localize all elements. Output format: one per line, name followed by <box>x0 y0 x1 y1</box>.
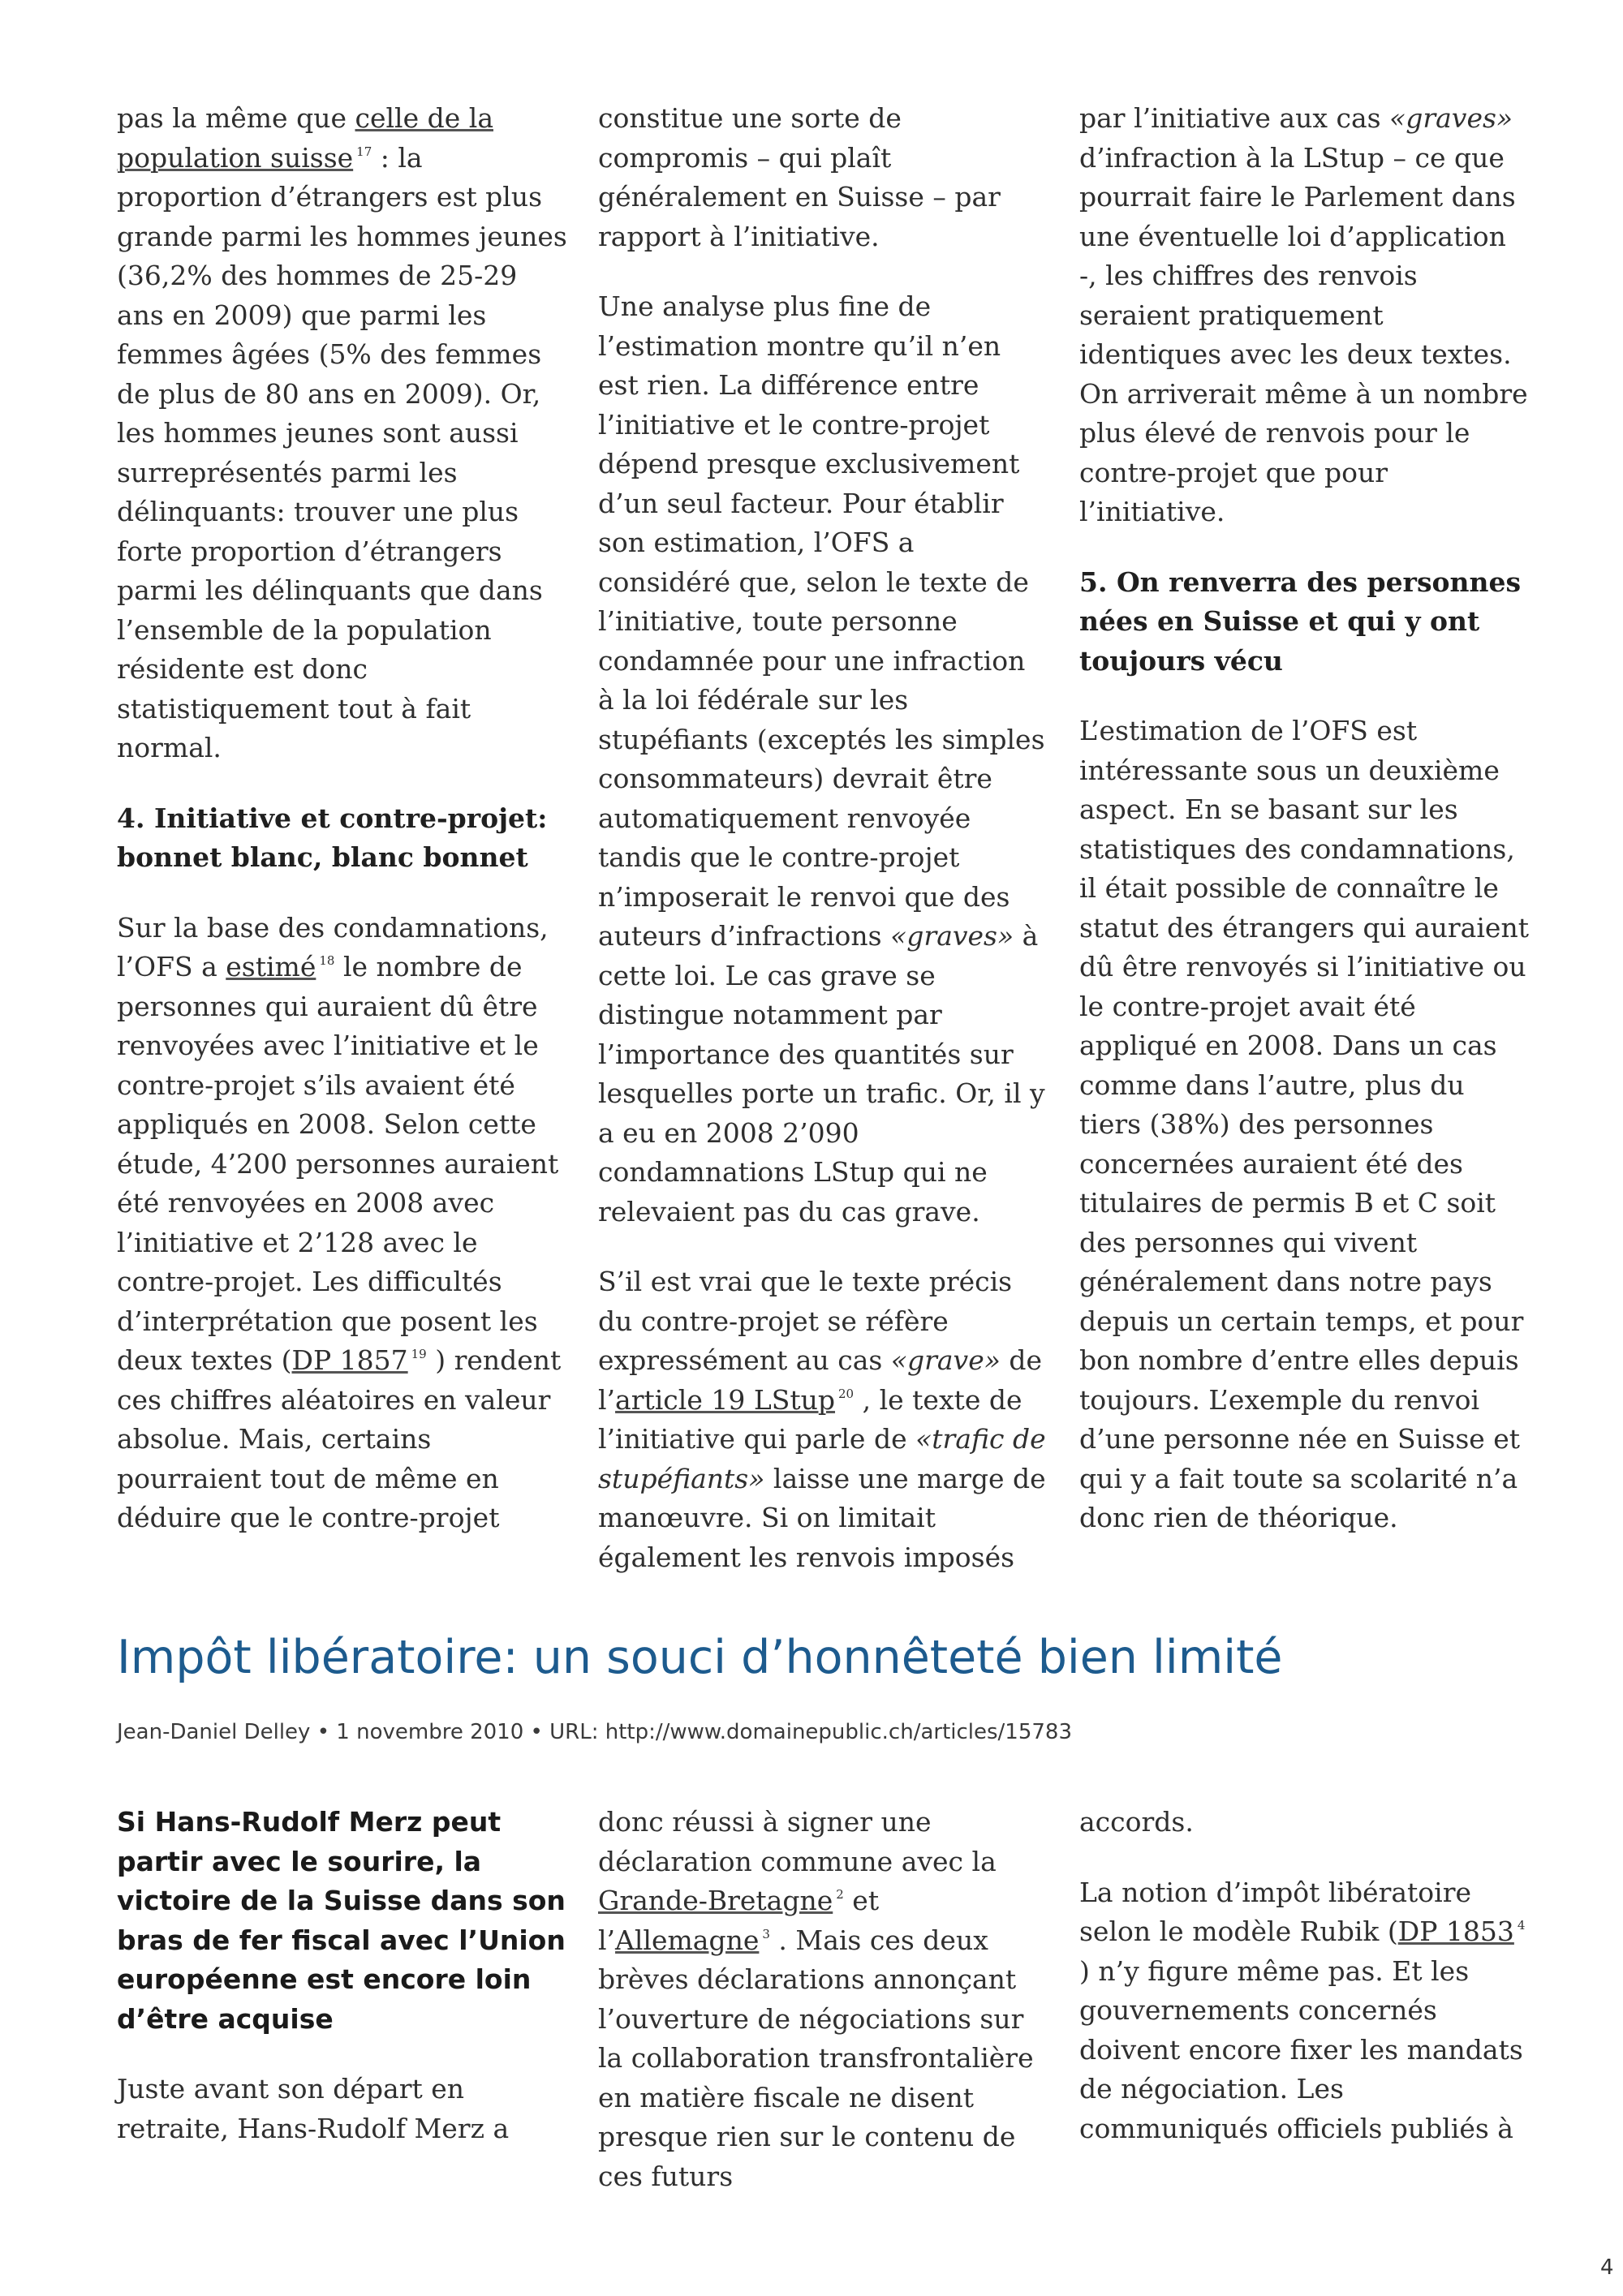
link-grande-bretagne[interactable]: Grande-Bretagne <box>598 1885 833 1916</box>
footnote-ref[interactable]: 18 <box>319 953 335 968</box>
paragraph: accords. <box>1079 1806 1194 1838</box>
link-population-suisse[interactable]: celle de la population suisse <box>117 102 493 174</box>
top-column-3 <box>1079 99 1530 1538</box>
paragraph: Une analyse plus fine de l’estimation montre qu’il n’en est rien. La différence entre l’initiative et le contre-projet dépend presque exclusivement d’un seul facteur. Pour établir son estimation, l’OFS a considéré que, selon le texte de l’initiative, toute personne condamnée pour une infraction à la loi fédérale sur les stupéfiants (exceptés les simples consommateurs) devrait être automatiquement renvoyée tandis que le contre-projet n’imposerait le renvoi que des auteurs d’infractions «graves» à cette loi. Le cas grave se distingue notamment par l’importance des quantités sur lesquelles porte un trafic. Or, il y a eu en 2008 2’090 condamnations LStup qui ne relevaient pas du cas grave. <box>598 290 1045 1228</box>
footnote-ref[interactable]: 3 <box>762 1926 770 1941</box>
footnote-ref[interactable]: 19 <box>411 1347 427 1361</box>
footnote-ref[interactable]: 17 <box>356 144 372 159</box>
article-byline: Jean-Daniel Delley • 1 novembre 2010 • URL: http://www.domainepublic.ch/articles/15783 <box>117 1720 1073 1744</box>
footnote-ref[interactable]: 2 <box>836 1887 844 1902</box>
paragraph: S’il est vrai que le texte précis du contre-projet se réfère expressément au cas «grave» de l’article 19 LStup $^{20}$ , le texte de l’initiative qui parle de «trafic de stupéfiants» laisse une marge de manœuvre. Si on limitait également les renvois imposés <box>598 1266 1046 1573</box>
paragraph: La notion d’impôt libératoire selon le modèle Rubik (DP 1853 $^4$ ) n’y figure même pas. Et les gouvernements concernés doivent encore fixer les mandats de négociation. Les communiqués officiels publiés à <box>1079 1876 1526 2144</box>
section-heading-4: 4. Initiative et contre-projet: bonnet blanc, blanc bonnet <box>117 802 548 873</box>
top-column-1 <box>117 99 567 1538</box>
link-estime[interactable]: estimé <box>226 951 316 982</box>
article-column-2 <box>598 1803 1048 2196</box>
link-dp-1853[interactable]: DP 1853 <box>1397 1915 1514 1947</box>
footnote-ref[interactable]: 20 <box>838 1386 855 1401</box>
paragraph: Sur la base des condamnations, l’OFS a estimé $^{18}$ le nombre de personnes qui auraient dû être renvoyées avec l’initiative et le contre-projet s’ils avaient été appliqués en 2008. Selon cette étude, 4’200 personnes auraient été renvoyées en 2008 avec l’initiative et 2’128 avec le contre-projet. Les difficultés d’interprétation que posent les deux textes (DP 1857 $^{19}$ ) rendent ces chiffres aléatoires en valeur absolue. Mais, certains pourraient tout de même en déduire que le contre-projet <box>117 911 562 1533</box>
paragraph: pas la même que celle de la population suisse $^{17}$ : la proportion d’étrangers est plus grande parmi les hommes jeunes (36,2% des hommes de 25-29 ans en 2009) que parmi les femmes âgées (5% des femmes de plus de 80 ans en 2009). Or, les hommes jeunes sont aussi surreprésentés parmi les délinquants: trouver une plus forte proportion d’étrangers parmi les délinquants que dans l’ensemble de la population résidente est donc statistiquement tout à fait normal. <box>117 102 567 763</box>
paragraph: Juste avant son départ en retraite, Hans-Rudolf Merz a <box>117 2073 510 2144</box>
paragraph: par l’initiative aux cas «graves» d’infraction à la LStup – ce que pourrait faire le Parlement dans une éventuelle loi d’application -, les chiffres des renvois seraient pratiquement identiques avec les deux textes. On arriverait même à un nombre plus élevé de renvois pour le contre-projet que pour l’initiative. <box>1079 102 1528 527</box>
article-lead: Si Hans-Rudolf Merz peut partir avec le sourire, la victoire de la Suisse dans son bras de fer fiscal avec l’Union européenne est encore loin d’être acquise <box>117 1806 566 2035</box>
article-column-3 <box>1079 1803 1530 2148</box>
paragraph: constitue une sorte de compromis – qui plaît généralement en Suisse – par rapport à l’initiative. <box>598 102 1001 252</box>
paragraph: donc réussi à signer une déclaration commune avec la Grande-Bretagne $^2$ et l’Allemagne $^3$ . Mais ces deux brèves déclarations annonçant l’ouverture de négociations sur la collaboration transfrontalière en matière fiscale ne disent presque rien sur le contenu de ces futurs <box>598 1806 1034 2192</box>
section-heading-5: 5. On renverra des personnes nées en Suisse et qui y ont toujours vécu <box>1079 565 1522 677</box>
link-dp-1857[interactable]: DP 1857 <box>291 1344 408 1376</box>
article-column-1 <box>117 1803 567 2148</box>
footnote-ref[interactable]: 4 <box>1517 1918 1526 1933</box>
top-column-2 <box>598 99 1048 1577</box>
paragraph: L’estimation de l’OFS est intéressante sous un deuxième aspect. En se basant sur les statistiques des condamnations, il était possible de connaître le statut des étrangers qui auraient dû être renvoyés si l’initiative ou le contre-projet avait été appliqué en 2008. Dans un cas comme dans l’autre, plus du tiers (38%) des personnes concernées auraient été des titulaires de permis B et C soit des personnes qui vivent généralement dans notre pays depuis un certain temps, et pour bon nombre d’entre elles depuis toujours. L’exemple du renvoi d’une personne née en Suisse et qui y a fait toute sa scolarité n’a donc rien de théorique. <box>1079 715 1529 1533</box>
article-title: Impôt libératoire: un souci d’honnêteté bien limité <box>117 1631 1283 1684</box>
link-allemagne[interactable]: Allemagne <box>615 1924 760 1956</box>
link-article-19-lstup[interactable]: article 19 LStup <box>615 1383 836 1416</box>
page-number: 4 <box>1600 2255 1614 2280</box>
